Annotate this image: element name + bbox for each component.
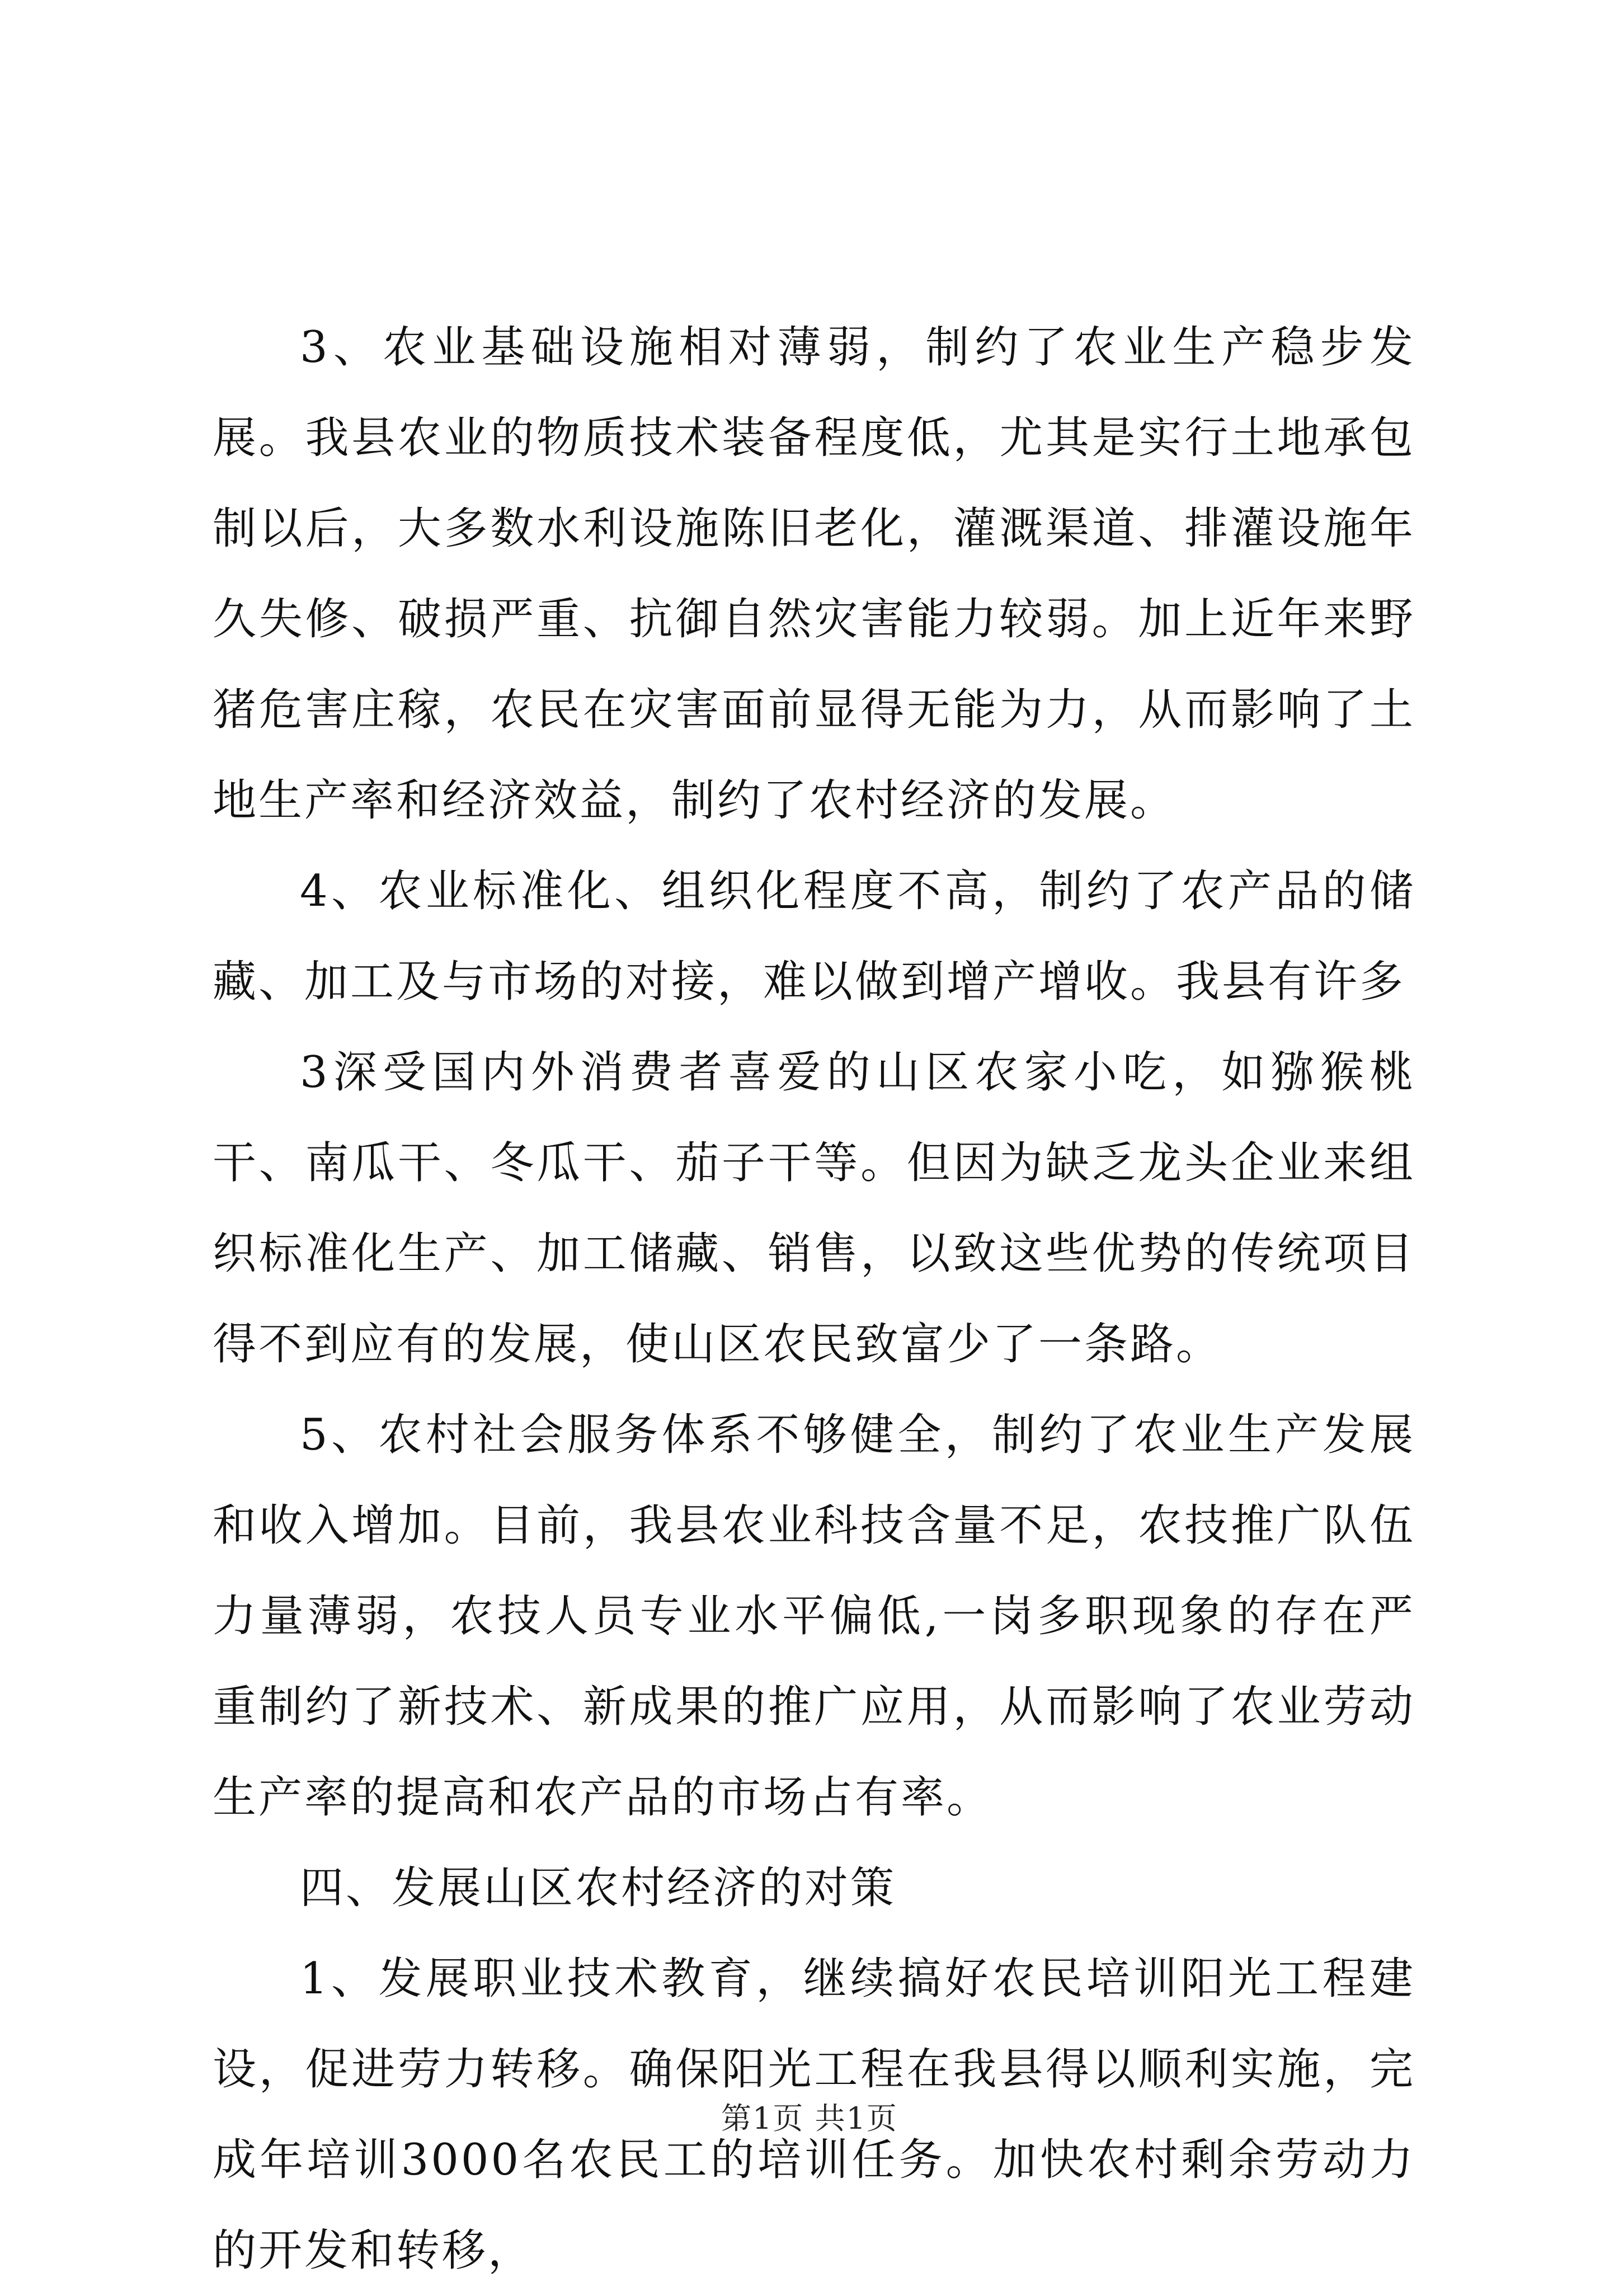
page-footer: 第1页 共1页 [721,2101,898,2136]
paragraph-snacks: 3深受国内外消费者喜爱的山区农家小吃，如猕猴桃干、南瓜干、冬瓜干、茄子干等。但因为缺乏龙头企业来组织标准化生产、加工储藏、销售，以致这些优势的传统项目得不到应有的发展，使山区农民致富少了一条路。 [213,1047,1415,1370]
paragraph-infrastructure: 3、农业基础设施相对薄弱，制约了农业生产稳步发展。我县农业的物质技术装备程度低，尤其是实行土地承包制以后，大多数水利设施陈旧老化，灌溉渠道、排灌设施年久失修、破损严重、抗御自然灾害能力较弱。加上近年来野猪危害庄稼，农民在灾害面前显得无能为力，从而影响了土地生产率和经济效益，制约了农村经济的发展。 [213,322,1415,826]
section-heading-countermeasures: 四、发展山区农村经济的对策 [300,1863,897,1913]
paragraph-vocational-education: 1、发展职业技术教育，继续搞好农民培训阳光工程建设，促进劳力转移。确保阳光工程在我县得以顺利实施，完成年培训3000名农民工的培训任务。加快农村剩余劳动力的开发和转移， [213,1954,1415,2276]
paragraph-services: 5、农村社会服务体系不够健全，制约了农业生产发展和收入增加。目前，我县农业科技含量不足，农技推广队伍力量薄弱，农技人员专业水平偏低,一岗多职现象的存在严重制约了新技术、新成果的推广应用，从而影响了农业劳动生产率的提高和农产品的市场占有率。 [213,1410,1415,1823]
paragraph-standardization: 4、农业标准化、组织化程度不高，制约了农产品的储藏、加工及与市场的对接，难以做到增产增收。我县有许多 [213,866,1415,1007]
document-body [213,302,1415,2296]
